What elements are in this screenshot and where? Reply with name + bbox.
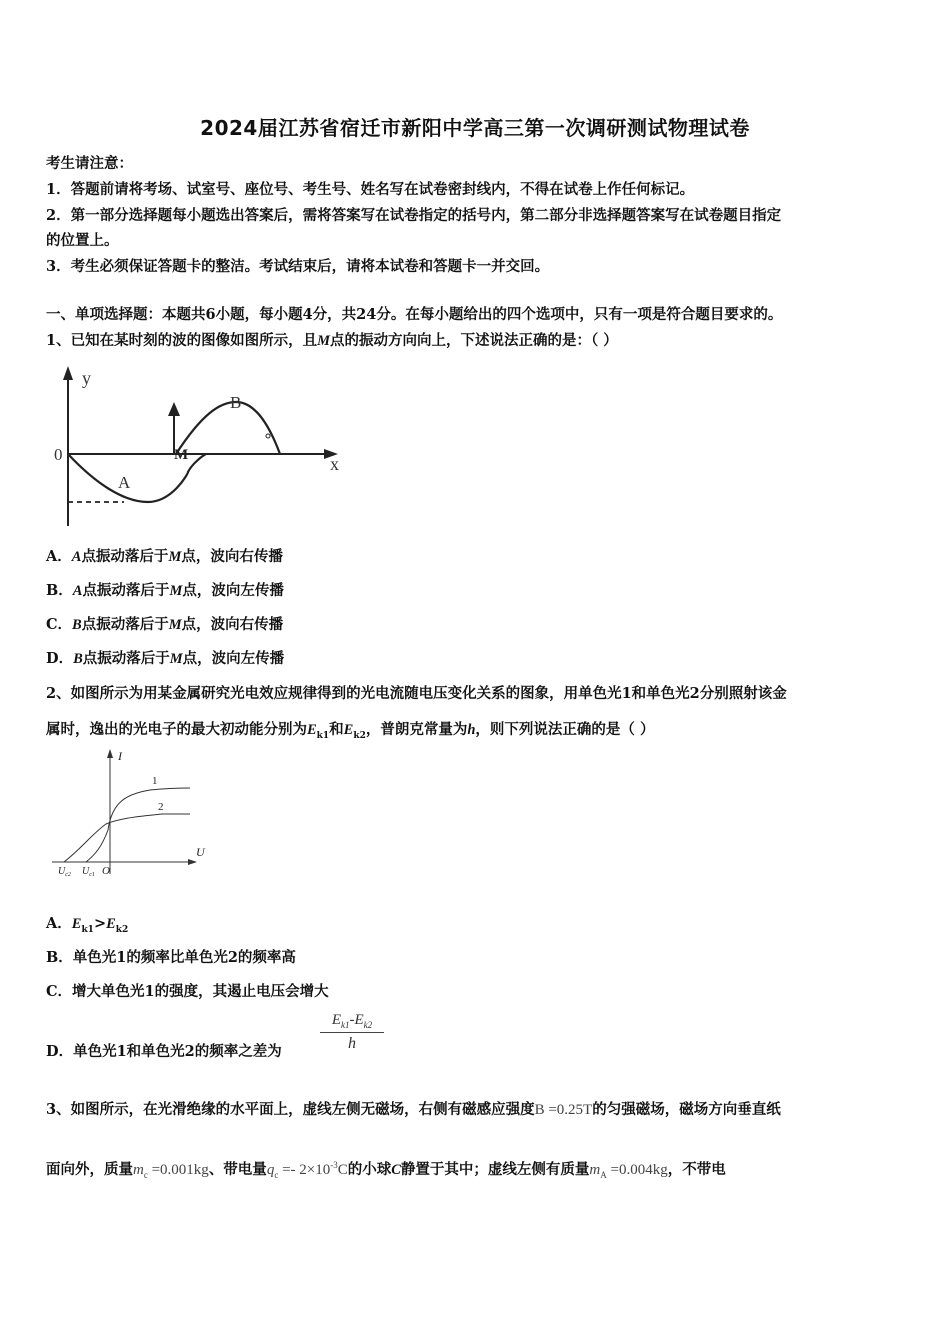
photoelectric-figure — [50, 746, 215, 886]
wave-y-arrow-icon — [63, 366, 73, 380]
wave-crest — [176, 402, 280, 454]
q2-line2-b: ，普朗克常量为 — [365, 721, 468, 738]
q3-mc-expr — [133, 1162, 209, 1178]
q1-option-c — [46, 613, 283, 634]
page-title: 2024届江苏省宿迁市新阳中学高三第一次调研测试物理试卷 — [200, 116, 750, 140]
pe-u-arrow-icon — [188, 859, 197, 865]
pe-origin-label: O — [102, 865, 110, 877]
q2-option-a-label: A． — [46, 915, 72, 932]
q1-option-c-m: M — [168, 617, 182, 633]
q1-stem — [46, 329, 618, 350]
q1-option-d — [46, 647, 284, 668]
q2-ek2: E — [343, 722, 354, 738]
q3-qc-unit: C — [337, 1162, 348, 1178]
q1-option-b-text-b: 点，波向左传播 — [182, 582, 284, 599]
notice-item-1: 1．答题前请将考场、试室号、座位号、考生号、姓名写在试卷密封线内，不得在试卷上作任何标记。 — [46, 181, 695, 198]
q3-qc-sub: c — [274, 1170, 279, 1180]
q1-option-c-var: B — [72, 617, 82, 633]
q3-b-expr: B =0.25T — [534, 1102, 593, 1118]
notice-item-2: 2．第一部分选择题每小题选出答案后，需将答案写在试卷指定的括号内，第二部分非选择题答案写在试卷题目指定 — [46, 207, 782, 224]
pe-i-label: I — [118, 749, 122, 763]
q3-ma: m — [589, 1162, 601, 1178]
q1-option-d-text-a: 点振动落后于 — [82, 650, 170, 667]
q1-option-d-var: B — [73, 651, 83, 667]
q3-ma-expr — [589, 1162, 667, 1178]
q2-ek1-sub: k1 — [316, 730, 330, 741]
section-heading: 一、单项选择题：本题共6小题，每小题4分，共24分。在每小题给出的四个选项中，只有一项是符合题目要求的。 — [46, 306, 783, 323]
pe-curve-1 — [86, 788, 190, 862]
q2-ek2-sub: k2 — [353, 730, 366, 741]
q1-option-b-var: A — [72, 583, 83, 599]
notice-item-2-cont: 的位置上。 — [46, 232, 119, 249]
pe-uc1-main: U — [82, 866, 90, 877]
q3-mc-val: =0.001kg — [147, 1162, 209, 1178]
q3-mc: m — [133, 1162, 144, 1178]
q2-frac-e1: E — [331, 1012, 341, 1028]
q2-option-a-sub2: k2 — [115, 924, 129, 935]
q1-option-a-text-a: 点振动落后于 — [81, 548, 169, 565]
q1-option-d-label: D． — [46, 650, 74, 667]
q3-line1-b: 的匀强磁场，磁场方向垂直纸 — [592, 1101, 781, 1118]
q2-option-a-sub1: k1 — [81, 924, 94, 935]
q2-and: 和 — [329, 721, 344, 738]
q1-option-c-label: C． — [46, 616, 73, 633]
q1-option-c-text-a: 点振动落后于 — [81, 616, 169, 633]
wave-origin-label: 0 — [54, 445, 63, 464]
q2-line2-a: 属时，逸出的光电子的最大初动能分别为 — [46, 721, 307, 738]
wave-m-arrow-icon — [168, 402, 180, 416]
q1-option-c-text-b: 点，波向右传播 — [181, 616, 284, 633]
q3-qc-val: =- 2×10 — [278, 1162, 331, 1178]
q1-option-a-m: M — [168, 549, 182, 565]
q2-option-d-text: D．单色光1和单色光2的频率之差为 — [46, 1043, 282, 1060]
q2-frac-sub1: k1 — [341, 1020, 350, 1030]
pe-curve-2 — [64, 814, 190, 862]
q3-mc-sub: c — [143, 1170, 148, 1180]
pe-uc2-label — [58, 866, 71, 878]
pe-uc2-main: U — [58, 866, 66, 877]
wave-figure — [52, 362, 352, 532]
q2-option-a — [46, 912, 128, 935]
wave-point-m: M — [174, 447, 189, 463]
q3-line2-b: 、带电量 — [208, 1161, 267, 1178]
pe-u-label: U — [196, 845, 205, 859]
q3-line2-d: 静置于其中；虚线左侧有质量 — [400, 1161, 590, 1178]
q3-line2-a: 面向外，质量 — [46, 1161, 133, 1178]
q3-qc-exp: -3 — [330, 1160, 338, 1170]
q2-fraction-denominator: h — [348, 1035, 356, 1052]
q3-qc: q — [266, 1162, 275, 1178]
q1-option-d-m: M — [169, 651, 183, 667]
q2-option-b: B．单色光1的频率比单色光2的频率高 — [46, 949, 296, 966]
notice-heading: 考生请注意： — [46, 155, 133, 172]
q2-stem-line1: 2、如图所示为用某金属研究光电效应规律得到的光电流随电压变化关系的图象，用单色光1和单色光2分别照射该金 — [46, 685, 787, 702]
pe-i-arrow-icon — [107, 749, 113, 758]
q2-stem-line2 — [46, 718, 654, 741]
q1-option-a-label: A． — [46, 548, 72, 565]
q1-option-b-label: B． — [46, 582, 73, 599]
q1-option-a-text-b: 点，波向右传播 — [181, 548, 283, 565]
wave-x-label: x — [330, 454, 339, 474]
q2-option-a-e2: E — [106, 916, 116, 932]
q1-option-b-text-a: 点振动落后于 — [82, 582, 170, 599]
pe-curve-1-label: 1 — [152, 775, 158, 787]
wave-dot — [266, 434, 270, 438]
q2-frac-sub2: k2 — [363, 1020, 373, 1030]
q1-option-d-text-b: 点，波向左传播 — [182, 650, 285, 667]
q1-stem-m: M — [317, 333, 330, 349]
q2-option-d-fraction — [320, 1012, 384, 1053]
q2-line2-c: ，则下列说法正确的是（ ） — [475, 721, 655, 738]
pe-uc1-label — [82, 866, 95, 878]
q2-option-a-e1: E — [71, 916, 82, 932]
q3-line2-e: ，不带电 — [667, 1161, 726, 1178]
q1-option-a — [46, 545, 283, 566]
pe-uc2-sub: c2 — [65, 872, 71, 878]
q2-ek1: E — [307, 722, 317, 738]
q3-line1-a: 3、如图所示，在光滑绝缘的水平面上，虚线左侧无磁场，右侧有磁感应强度 — [46, 1101, 535, 1118]
q3-qc-expr — [267, 1162, 348, 1178]
q2-option-c: C．增大单色光1的强度，其遏止电压会增大 — [46, 983, 329, 1000]
q3-stem-line1 — [46, 1098, 781, 1119]
q1-option-a-var: A — [71, 549, 82, 565]
q3-c: C — [391, 1162, 401, 1178]
q1-option-b-m: M — [169, 583, 183, 599]
pe-curve-2-label: 2 — [158, 801, 164, 813]
q1-option-b — [46, 579, 284, 600]
q3-ma-sub: A — [600, 1170, 607, 1180]
q2-option-a-gt: > — [93, 915, 107, 932]
q2-h: h — [467, 722, 476, 738]
q1-stem-a: 1、已知在某时刻的波的图像如图所示，且 — [46, 332, 318, 349]
q3-stem-line2 — [46, 1158, 726, 1180]
q3-ma-val: =0.004kg — [606, 1162, 668, 1178]
q1-stem-b: 点的振动方向向上，下述说法正确的是：（ ） — [330, 332, 618, 349]
q2-frac-minus-e2: -E — [349, 1012, 364, 1028]
q2-fraction-numerator — [320, 1012, 384, 1033]
wave-point-b: B — [230, 393, 242, 412]
pe-uc1-sub: c1 — [89, 872, 95, 878]
wave-point-a: A — [118, 473, 131, 492]
wave-y-label: y — [82, 368, 91, 388]
notice-item-3: 3．考生必须保证答题卡的整洁。考试结束后，请将本试卷和答题卡一并交回。 — [46, 258, 550, 275]
q3-line2-c: 的小球 — [347, 1161, 392, 1178]
